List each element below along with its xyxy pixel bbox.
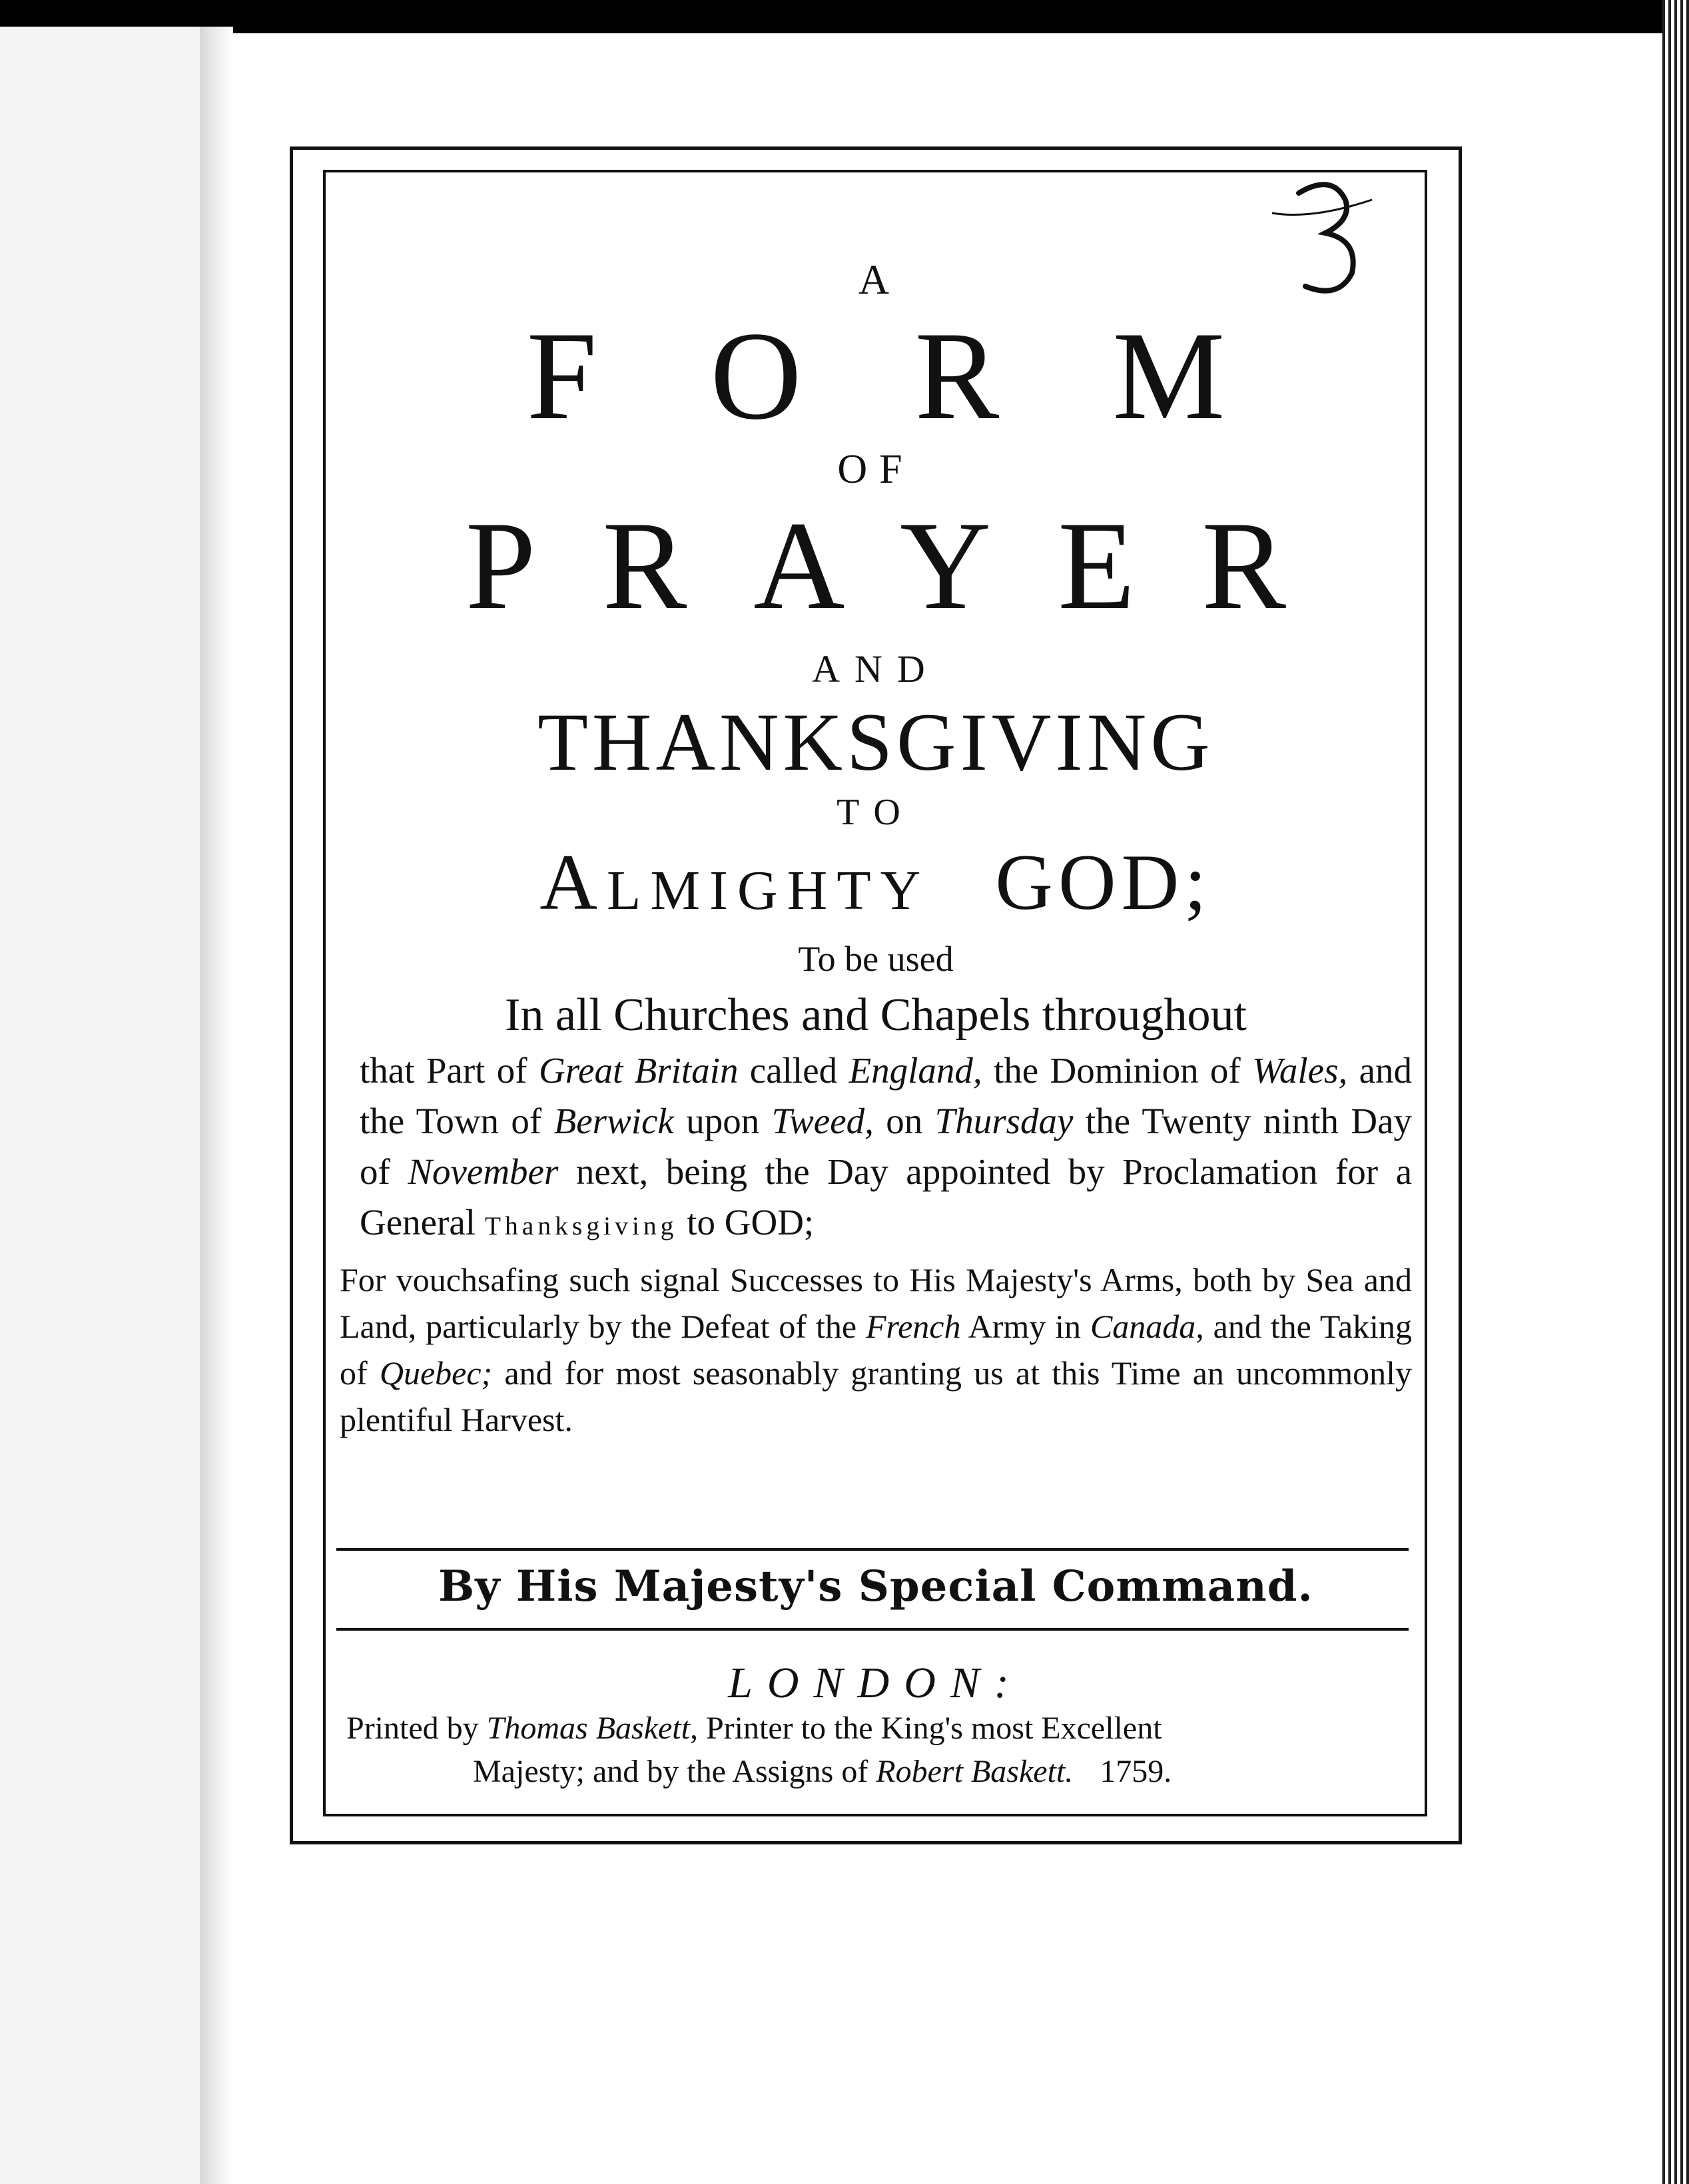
imprint-london: LONDON: [728, 1659, 1024, 1707]
printer-name: Thomas Baskett, [486, 1711, 698, 1746]
subtitle-to-be-used: To be used [798, 939, 954, 979]
italic-place: Canada, [1090, 1308, 1204, 1345]
scan-gutter [200, 27, 233, 2184]
italic-word: French [865, 1308, 961, 1345]
text-run: and the Taking of [340, 1308, 1412, 1392]
subtitle-churches: In all Churches and Chapels throughout [505, 989, 1247, 1041]
title-page [233, 40, 1658, 2171]
title-thanksgiving: THANKSGIVING [537, 696, 1214, 788]
scan-top-border [0, 0, 1689, 33]
title-almighty: Almighty [539, 838, 930, 926]
text-run: upon [673, 1101, 772, 1141]
text-run: that Part of [360, 1050, 539, 1091]
title-god: GOD; [995, 838, 1212, 926]
italic-month: November [408, 1151, 559, 1192]
text-run: the Dominion of [982, 1050, 1253, 1091]
italic-day: Thursday [934, 1101, 1074, 1141]
text-run: to GOD; [677, 1202, 815, 1242]
text-run: Majesty; and by the Assigns of [473, 1754, 876, 1789]
royal-command: By His Majesty's Special Command. [438, 1561, 1313, 1611]
title-and: AND [812, 647, 940, 690]
text-run: next, being the Day appointed by Proclamation for a General [360, 1151, 1412, 1242]
imprint-line-1 [346, 1708, 1405, 1749]
title-block [326, 176, 1425, 1443]
scan-left-page-strip [0, 27, 226, 2184]
small-caps-thanksgiving: Thanksgiving [484, 1211, 678, 1240]
text-run: Army in [960, 1308, 1090, 1345]
italic-place: Quebec; [379, 1354, 493, 1392]
text-run: For vouchsafing such signal Successes to His Majesty's Arms, both by Sea and Land, particularly by the Defeat of the [340, 1261, 1412, 1345]
italic-place: Tweed, [771, 1101, 874, 1141]
italic-place: England, [848, 1050, 982, 1091]
text-run: the Twenty ninth Day of [360, 1101, 1413, 1192]
text-run: and for most seasonably granting us at this Time an uncommonly plentiful Harvest. [340, 1354, 1412, 1438]
title-article: A [858, 256, 894, 303]
reason-paragraph [340, 1256, 1412, 1443]
occasion-paragraph [360, 1045, 1412, 1251]
title-prayer: PRAYER [465, 496, 1353, 636]
italic-place: Great Britain [538, 1050, 739, 1091]
scan-right-page-edges [1662, 0, 1689, 2184]
title-form: FORM [526, 306, 1339, 446]
title-of: OF [837, 447, 914, 492]
rule-bottom [336, 1628, 1409, 1631]
text-run: called [738, 1050, 849, 1091]
text-run: and the Town of [360, 1050, 1413, 1141]
assigns-name: Robert Baskett. [876, 1754, 1074, 1789]
imprint-year: 1759. [1100, 1754, 1172, 1789]
rule-top [336, 1548, 1409, 1551]
italic-place: Berwick [553, 1101, 674, 1141]
text-run: Printer to the King's most Excellent [697, 1711, 1162, 1746]
imprint-line-2 [353, 1751, 1392, 1792]
title-to: TO [837, 792, 915, 833]
text-run: on [873, 1101, 935, 1141]
text-run: Printed by [346, 1711, 487, 1746]
title-almighty-god [326, 836, 1425, 929]
italic-place: Wales, [1252, 1050, 1348, 1091]
